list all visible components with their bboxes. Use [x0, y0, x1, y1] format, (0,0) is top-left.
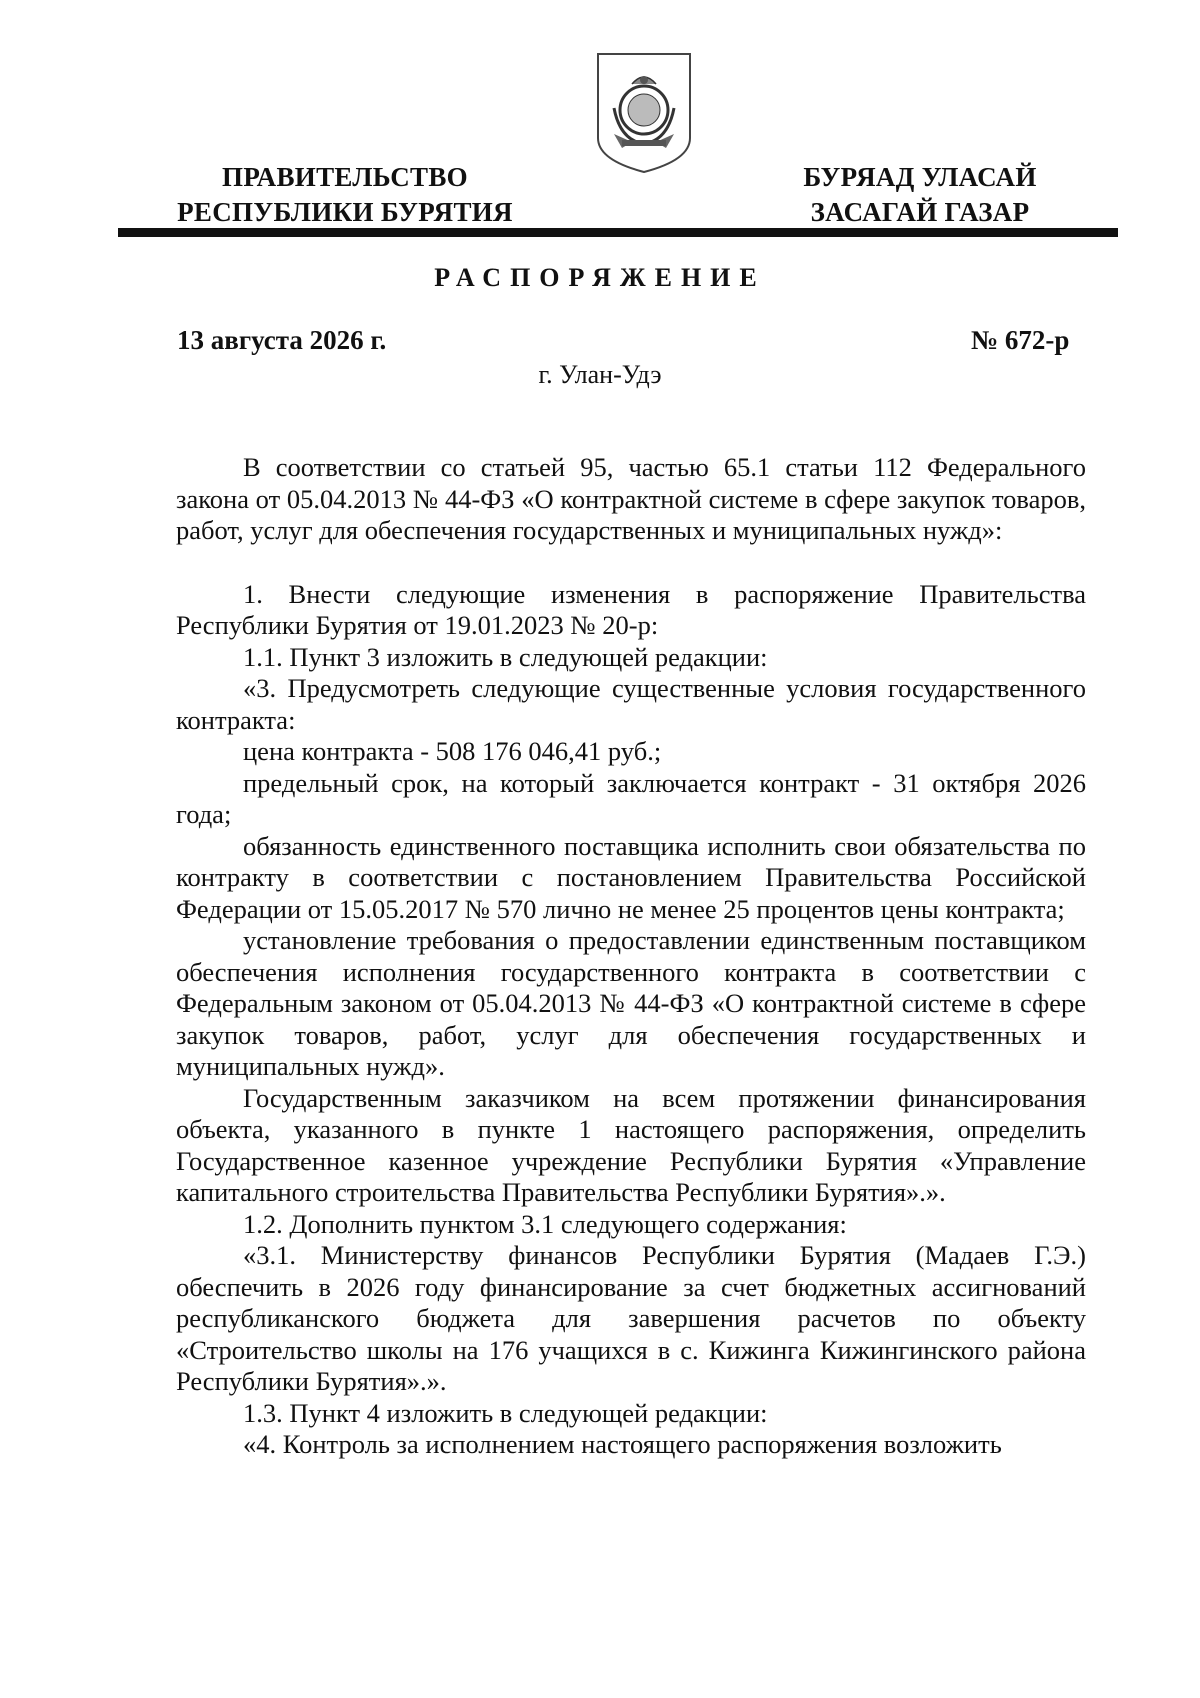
document-body: [176, 452, 1086, 1461]
paragraph-contract-term: предельный срок, на который заключается контракт - 31 октября 2026 года;: [176, 767, 1086, 829]
paragraph-security-requirement: установление требования о предоставлении единственным поставщиком обеспечения исполнения государственного контракта в соответствии с Федеральным законом от 05.04.2013 № 44-ФЗ «О контрактной системе в сфере закупок товаров, работ, услуг для обеспечения государственных и муниципальных нужд».: [176, 925, 1086, 1081]
paragraph-item-1-1: 1.1. Пункт 3 изложить в следующей редакции:: [243, 641, 768, 672]
document-number: № 672-р: [971, 325, 1070, 355]
government-name-russian: [155, 160, 535, 230]
document-date: 13 августа 2026 г.: [177, 325, 387, 355]
government-name-buryat-line-2: ЗАСАГАЙ ГАЗАР: [810, 197, 1030, 227]
paragraph-item-3: «3. Предусмотреть следующие существенные условия государственного контракта:: [176, 673, 1086, 735]
paragraph-supplier-obligation: обязанность единственного поставщика исполнить свои обязательства по контракту в соответствии с постановлением Правительства Российской Федерации от 15.05.2017 № 570 лично не менее 25 процентов цены контракта;: [176, 830, 1086, 924]
paragraph-item-4: «4. Контроль за исполнением настоящего распоряжения возложить: [243, 1429, 1002, 1459]
paragraph-item-1: 1. Внести следующие изменения в распоряжение Правительства Республики Бурятия от 19.01.2023 № 20-р:: [176, 578, 1086, 640]
government-name-line-2: РЕСПУБЛИКИ БУРЯТИЯ: [177, 197, 513, 227]
header-divider: [118, 228, 1118, 237]
paragraph-preamble: В соответствии со статьей 95, частью 65.1 статьи 112 Федерального закона от 05.04.2013 № 44-ФЗ «О контрактной системе в сфере закупок товаров, работ, услуг для обеспечения государственных и муниципальных нужд»:: [176, 452, 1086, 545]
coat-of-arms-icon: [592, 50, 696, 176]
document-city: г. Улан-Удэ: [538, 360, 662, 389]
document-type-title: РАСПОРЯЖЕНИЕ: [434, 263, 766, 292]
paragraph-item-1-3: 1.3. Пункт 4 изложить в следующей редакции:: [243, 1397, 768, 1428]
paragraph-item-3-1: «3.1. Министерству финансов Республики Бурятия (Мадаев Г.Э.) обеспечить в 2026 году финансирование за счет бюджетных ассигнований республиканского бюджета для завершения расчетов по объекту «Строительство школы на 176 учащихся в с. Кижинга Кижингинского района Республики Бурятия».».: [176, 1240, 1086, 1396]
paragraph-contract-price: цена контракта - 508 176 046,41 руб.;: [243, 736, 662, 766]
government-name-line-1: ПРАВИТЕЛЬСТВО: [222, 162, 468, 192]
government-name-buryat: [770, 160, 1070, 230]
paragraph-state-customer: Государственным заказчиком на всем протяжении финансирования объекта, указанного в пункте 1 настоящего распоряжения, определить Государственное казенное учреждение Республики Бурятия «Управление капитального строительства Правительства Республики Бурятия».».: [176, 1082, 1086, 1207]
government-name-buryat-line-1: БУРЯАД УЛАСАЙ: [803, 162, 1037, 192]
paragraph-item-1-2: 1.2. Дополнить пунктом 3.1 следующего содержания:: [243, 1208, 847, 1239]
